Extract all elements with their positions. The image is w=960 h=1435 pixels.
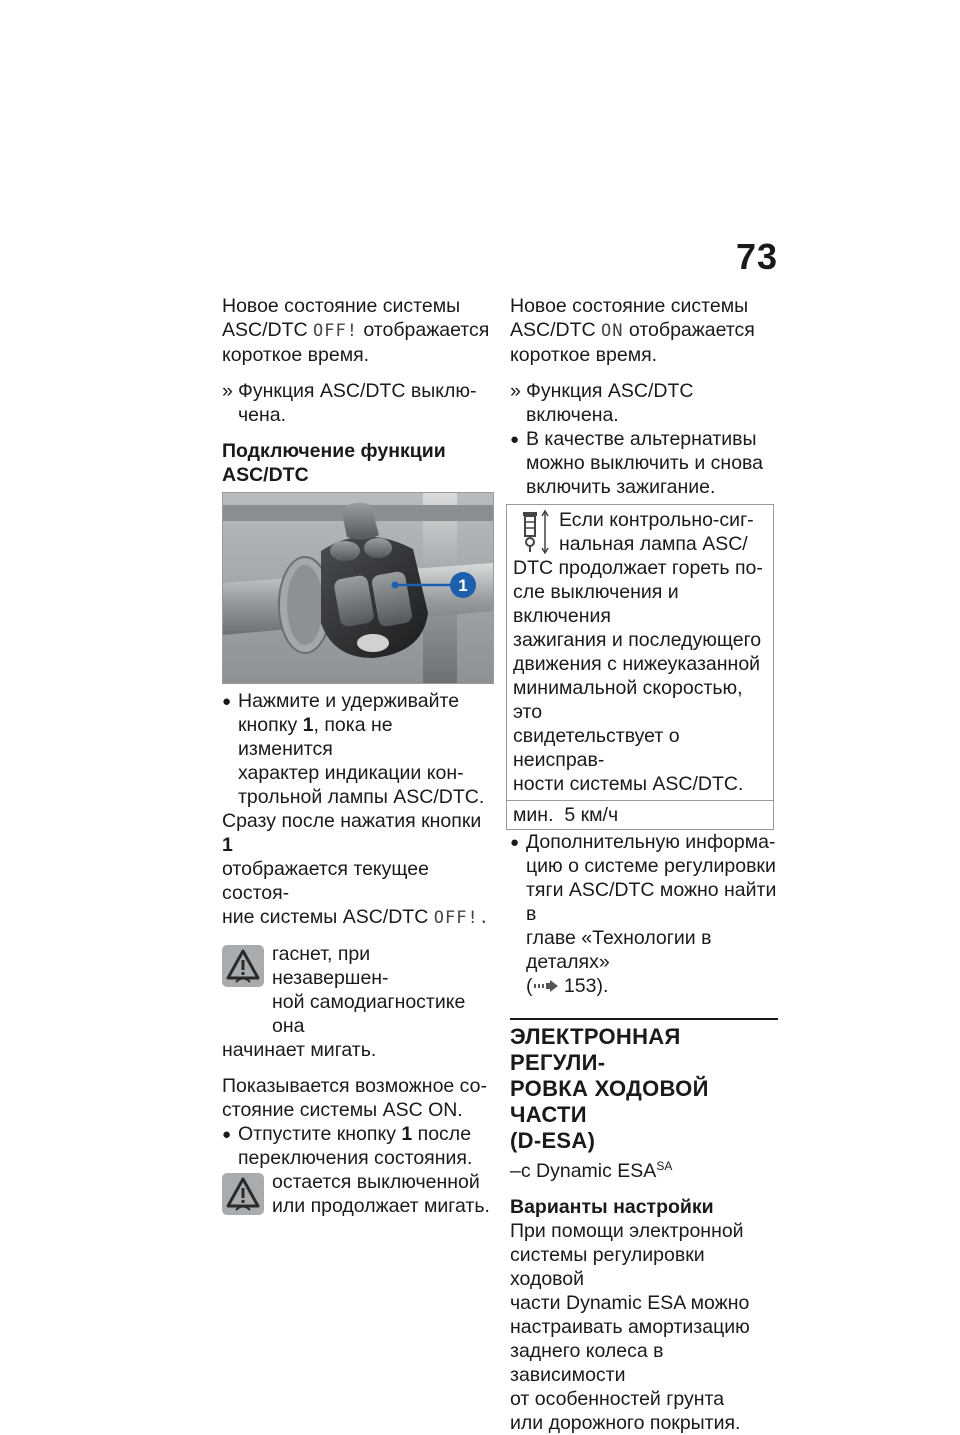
asc-warning-lamp-icon — [222, 945, 264, 987]
handlebar-switch-photo — [222, 492, 494, 684]
bullet-icon: ● — [510, 834, 520, 851]
display-code-on: ON — [601, 321, 624, 341]
min-speed-value: 5 км/ч — [564, 804, 619, 826]
min-speed-row — [507, 800, 773, 829]
page-number: 73 — [735, 236, 778, 277]
paragraph-possible-state: Показывается возможное со- стояние системы ASC ON. — [222, 1075, 487, 1121]
left-column — [222, 294, 490, 1218]
result-asc-on: » Функция ASC/DTC включена. — [510, 380, 694, 426]
right-column — [510, 294, 778, 1435]
min-speed-label: мин. — [513, 804, 554, 826]
heading-settings-options: Варианты настройки — [510, 1196, 714, 1218]
display-code-off: OFF!. — [433, 908, 490, 928]
bullet-icon: ● — [510, 431, 520, 448]
callout-label: 1 — [458, 576, 468, 595]
page-reference[interactable]: 153). — [563, 975, 609, 997]
asc-warning-lamp-icon — [222, 1173, 264, 1215]
paragraph-asc-off: Новое состояние системы ASC/DTC OFF! отображается короткое время. — [222, 295, 490, 366]
paragraph-d-esa: При помощи электронной системы регулировки ходовой части Dynamic ESA можно настраивать амортизацию заднего колеса в зависимости от особенностей грунта или дорожного покрытия. — [510, 1220, 750, 1434]
warning-lamp-note-2: остается выключенной или продолжает мигать. — [222, 1170, 490, 1218]
paragraph-current-state: Сразу после нажатия кнопки 1 отображается текущее состоя- ние системы ASC/DTC OFF!. — [222, 810, 490, 928]
heading-enable-asc: Подключение функции ASC/DTC — [222, 440, 446, 486]
step-press-button: ● Нажмите и удерживайте кнопку 1, пока не изменится характер индикации кон- трольной лампы ASC/DTC. — [222, 690, 485, 808]
step-more-info: ● Дополнительную информа- цию о системе регулировки тяги ASC/DTC можно найти в главе «Технологии в деталях» ( 153). — [510, 831, 777, 997]
bullet-icon: ● — [222, 1126, 232, 1143]
result-arrow-icon: » — [222, 380, 233, 402]
heading-d-esa: ЭЛЕКТРОННАЯ РЕГУЛИ- РОВКА ХОДОВОЙ ЧАСТИ (D-ESA) — [510, 1024, 709, 1153]
option-note: –с Dynamic $ESA^{SA}$ — [510, 1159, 673, 1182]
workshop-tool-icon — [513, 508, 553, 554]
result-asc-off: » Функция ASC/DTC выклю- чена. — [222, 380, 477, 426]
bullet-icon: ● — [222, 693, 232, 710]
result-arrow-icon: » — [510, 380, 521, 402]
tip-box: Если контрольно-сиг- нальная лампа ASC/ DTC продолжает гореть по- сле выключения и включения зажигания и последующего движения с нижеуказанной минимальной скоростью, это свидетельствует о неисправ- ности системы ASC/DTC. мин. 5 км/ч — [506, 504, 774, 830]
warning-lamp-note: гаснет, при незавершен- ной самодиагностике она начинает мигать. — [222, 943, 466, 1061]
step-release-button: ● Отпустите кнопку 1 после переключения состояния. — [222, 1123, 473, 1169]
section-divider — [510, 1018, 778, 1020]
step-alternative: ● В качестве альтернативы можно выключить и снова включить зажигание. — [510, 428, 764, 498]
display-code-off: OFF! — [313, 321, 358, 341]
paragraph-asc-on: Новое состояние системы ASC/DTC ON отображается короткое время. — [510, 295, 755, 366]
page-reference-arrow-icon — [533, 979, 559, 993]
